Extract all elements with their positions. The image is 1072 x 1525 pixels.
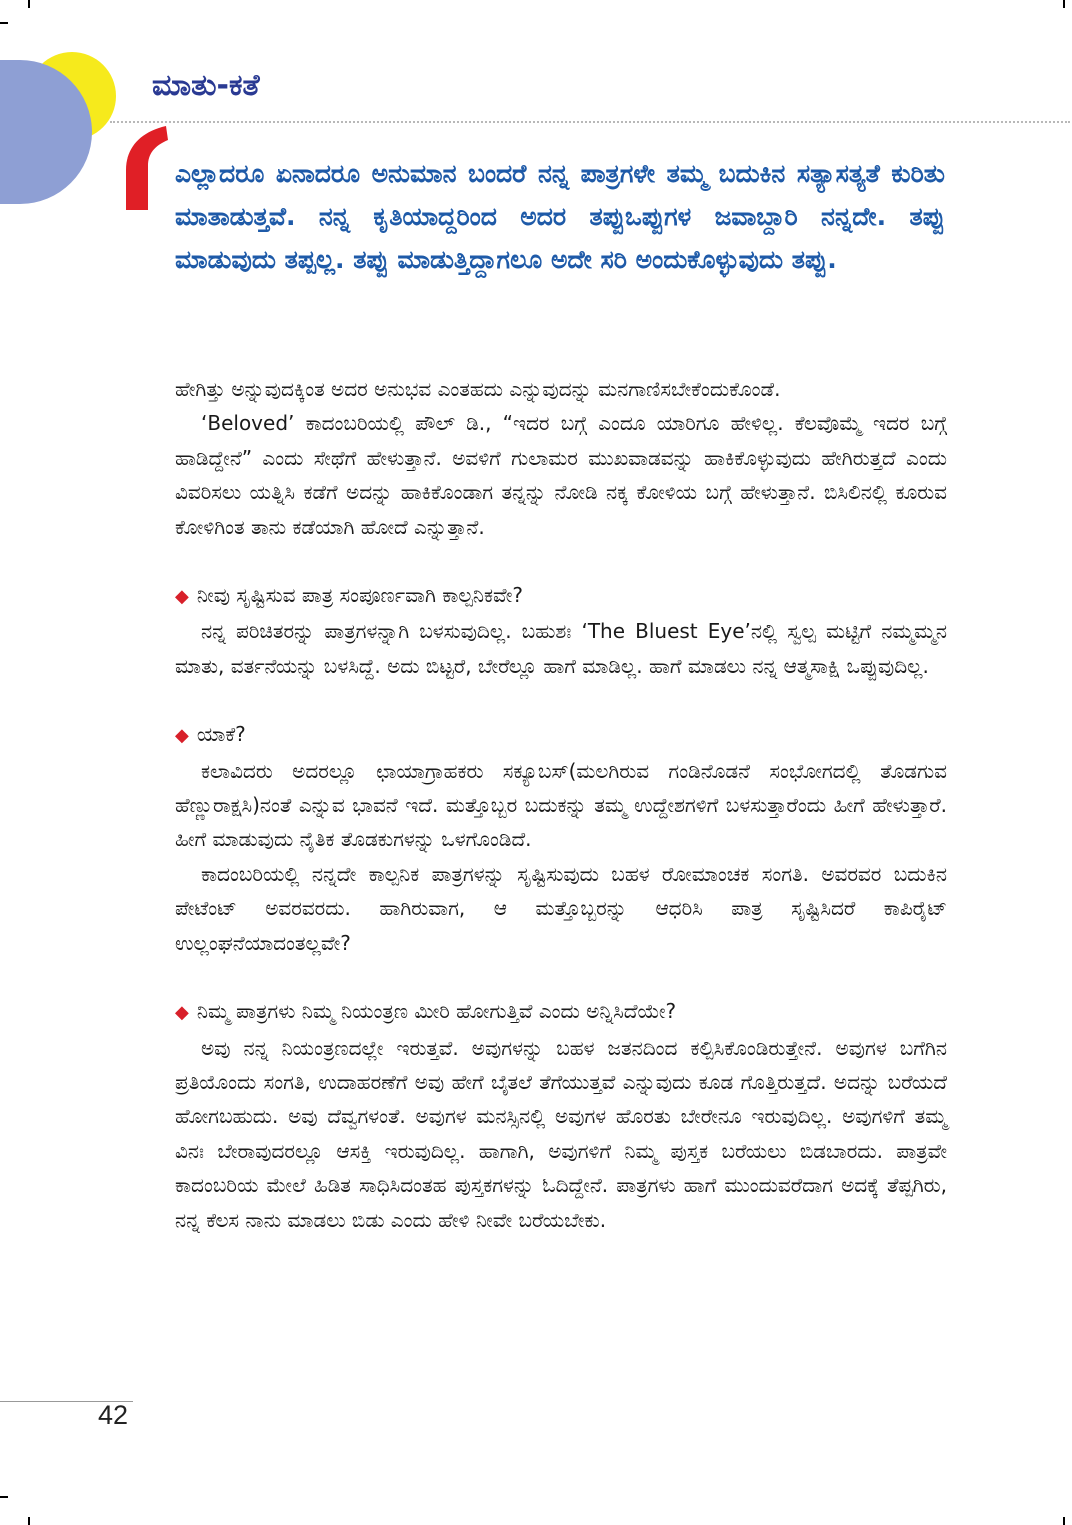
crop-mark — [0, 1496, 8, 1498]
answer-paragraph: ಕಾದಂಬರಿಯಲ್ಲಿ ನನ್ನದೇ ಕಾಲ್ಪನಿಕ ಪಾತ್ರಗಳನ್ನು ಸೃಷ್ಟಿಸುವುದು ಬಹಳ ರೋಮಾಂಚಕ ಸಂಗತಿ. ಅವರವರ ಬದುಕಿನ ಪೇಟೆಂಟ್ ಅವರವರದು. ಹಾಗಿರುವಾಗ, ಆ ಮತ್ತೊಬ್ಬರನ್ನು ಆಧರಿಸಿ ಪಾತ್ರ ಸೃಷ್ಟಿಸಿದರೆ ಕಾಪಿರೈಟ್ ಉಲ್ಲಂಘನೆಯಾದಂತಲ್ಲವೇ? — [175, 861, 947, 955]
diamond-bullet-icon: ◆ — [175, 586, 189, 608]
crop-mark — [1063, 1517, 1065, 1525]
quote-mark-icon — [124, 126, 168, 210]
crop-mark — [1063, 0, 1065, 8]
question — [175, 994, 947, 1030]
dotted-divider — [110, 121, 1070, 123]
crop-mark — [28, 1517, 30, 1525]
answer-paragraph: ಅವು ನನ್ನ ನಿಯಂತ್ರಣದಲ್ಲೇ ಇರುತ್ತವೆ. ಅವುಗಳನ್ನು ಬಹಳ ಜತನದಿಂದ ಕಲ್ಪಿಸಿಕೊಂಡಿರುತ್ತೇನೆ. ಅವುಗಳ ಬಗೆಗಿನ ಪ್ರತಿಯೊಂದು ಸಂಗತಿ, ಉದಾಹರಣೆಗೆ ಅವು ಹೇಗೆ ಬೈತಲೆ ತೆಗೆಯುತ್ತವೆ ಎನ್ನುವುದು ಕೂಡ ಗೊತ್ತಿರುತ್ತದೆ. ಅದನ್ನು ಬರೆಯದೆ ಹೋಗಬಹುದು. ಅವು ದೆವ್ವಗಳಂತೆ. ಅವುಗಳ ಮನಸ್ಸಿನಲ್ಲಿ ಅವುಗಳ ಹೊರತು ಬೇರೇನೂ ಇರುವುದಿಲ್ಲ. ಅವುಗಳಿಗೆ ತಮ್ಮ ವಿನಃ ಬೇರಾವುದರಲ್ಲೂ ಆಸಕ್ತಿ ಇರುವುದಿಲ್ಲ. ಹಾಗಾಗಿ, ಅವುಗಳಿಗೆ ನಿಮ್ಮ ಪುಸ್ತಕ ಬರೆಯಲು ಬಿಡಬಾರದು. ಪಾತ್ರವೇ ಕಾದಂಬರಿಯ ಮೇಲೆ ಹಿಡಿತ ಸಾಧಿಸಿದಂತಹ ಪುಸ್ತಕಗಳನ್ನು ಓದಿದ್ದೇನೆ. ಪಾತ್ರಗಳು ಹಾಗೆ ಮುಂದುವರೆದಾಗ ಅದಕ್ಕೆ ತೆಪ್ಪಗಿರು, ನನ್ನ ಕೆಲಸ ನಾನು ಮಾಡಲು ಬಿಡು ಎಂದು ಹೇಳಿ ನೀವೇ ಬರೆಯಬೇಕು. — [175, 1035, 947, 1232]
page-number: 42 — [98, 1400, 129, 1430]
section-title: ಮಾತು-ಕತೆ — [152, 68, 260, 103]
answer-paragraph: ಕಲಾವಿದರು ಅದರಲ್ಲೂ ಛಾಯಾಗ್ರಾಹಕರು ಸಕ್ಯೂಬಸ್(ಮಲಗಿರುವ ಗಂಡಿನೊಡನೆ ಸಂಭೋಗದಲ್ಲಿ ತೊಡಗುವ ಹೆಣ್ಣುರಾಕ್ಷಸಿ)ನಂತೆ ಎನ್ನುವ ಭಾವನೆ ಇದೆ. ಮತ್ತೊಬ್ಬರ ಬದುಕನ್ನು ತಮ್ಮ ಉದ್ದೇಶಗಳಿಗೆ ಬಳಸುತ್ತಾರೆಂದು ಹೀಗೆ ಹೇಳುತ್ತಾರೆ. ಹೀಗೆ ಮಾಡುವುದು ನೈತಿಕ ತೊಡಕುಗಳನ್ನು ಒಳಗೊಂಡಿದೆ. — [175, 758, 947, 852]
question-text: ನೀವು ಸೃಷ್ಟಿಸುವ ಪಾತ್ರ ಸಂಪೂರ್ಣವಾಗಿ ಕಾಲ್ಪನಿಕವೇ? — [196, 583, 523, 608]
question-text: ಯಾಕೆ? — [196, 722, 246, 747]
question-text: ನಿಮ್ಮ ಪಾತ್ರಗಳು ನಿಮ್ಮ ನಿಯಂತ್ರಣ ಮೀರಿ ಹೋಗುತ್ತಿವೆ ಎಂದು ಅನ್ನಿಸಿದೆಯೇ? — [196, 999, 677, 1024]
paragraph: ‘Beloved’ ಕಾದಂಬರಿಯಲ್ಲಿ ಪೌಲ್ ಡಿ., “ಇದರ ಬಗ್ಗೆ ಎಂದೂ ಯಾರಿಗೂ ಹೇಳಿಲ್ಲ. ಕೆಲವೊಮ್ಮೆ ಇದರ ಬಗ್ಗೆ ಹಾಡಿದ್ದೇನೆ” ಎಂದು ಸೇಥೆಗೆ ಹೇಳುತ್ತಾನೆ. ಅವಳಿಗೆ ಗುಲಾಮರ ಮುಖವಾಡವನ್ನು ಹಾಕಿಕೊಳ್ಳುವುದು ಹೇಗಿರುತ್ತದೆ ಎಂದು ವಿವರಿಸಲು ಯತ್ನಿಸಿ ಕಡೆಗೆ ಅದನ್ನು ಹಾಕಿಕೊಂಡಾಗ ತನ್ನನ್ನು ನೋಡಿ ನಕ್ಕ ಕೋಳಿಯ ಬಗ್ಗೆ ಹೇಳುತ್ತಾನೆ. ಬಿಸಿಲಿನಲ್ಲಿ ಕೂರುವ ಕೋಳಿಗಿಂತ ತಾನು ಕಡೆಯಾಗಿ ಹೋದೆ ಎನ್ನುತ್ತಾನೆ. — [175, 411, 947, 539]
paragraph: ಹೇಗಿತ್ತು ಅನ್ನುವುದಕ್ಕಿಂತ ಅದರ ಅನುಭವ ಎಂತಹದು ಎನ್ನುವುದನ್ನು ಮನಗಾಣಿಸಬೇಕೆಂದುಕೊಂಡೆ. — [175, 377, 781, 401]
article-body — [175, 372, 947, 1237]
diamond-bullet-icon: ◆ — [175, 1002, 189, 1024]
pull-quote: ಎಲ್ಲಾದರೂ ಏನಾದರೂ ಅನುಮಾನ ಬಂದರೆ ನನ್ನ ಪಾತ್ರಗಳೇ ತಮ್ಮ ಬದುಕಿನ ಸತ್ಯಾಸತ್ಯತೆ ಕುರಿತು ಮಾತಾಡುತ್ತವೆ. ನನ್ನ ಕೃತಿಯಾದ್ದರಿಂದ ಅದರ ತಪ್ಪುಒಪ್ಪುಗಳ ಜವಾಬ್ದಾರಿ ನನ್ನದೇ. ತಪ್ಪು ಮಾಡುವುದು ತಪ್ಪಲ್ಲ. ತಪ್ಪು ಮಾಡುತ್ತಿದ್ದಾಗಲೂ ಅದೇ ಸರಿ ಅಂದುಕೊಳ್ಳುವುದು ತಪ್ಪು. — [175, 159, 945, 274]
diamond-bullet-icon: ◆ — [175, 725, 189, 747]
decorative-circles — [0, 0, 130, 220]
question — [175, 578, 947, 614]
question — [175, 717, 947, 753]
answer-paragraph: ನನ್ನ ಪರಿಚಿತರನ್ನು ಪಾತ್ರಗಳನ್ನಾಗಿ ಬಳಸುವುದಿಲ್ಲ. ಬಹುಶಃ ‘The Bluest Eye’ನಲ್ಲಿ ಸ್ವಲ್ಪ ಮಟ್ಟಿಗೆ ನಮ್ಮಮ್ಮನ ಮಾತು, ವರ್ತನೆಯನ್ನು ಬಳಸಿದ್ದೆ. ಅದು ಬಿಟ್ಟರೆ, ಬೇರೆಲ್ಲೂ ಹಾಗೆ ಮಾಡಿಲ್ಲ. ಹಾಗೆ ಮಾಡಲು ನನ್ನ ಆತ್ಮಸಾಕ್ಷಿ ಒಪ್ಪುವುದಿಲ್ಲ. — [175, 619, 947, 678]
